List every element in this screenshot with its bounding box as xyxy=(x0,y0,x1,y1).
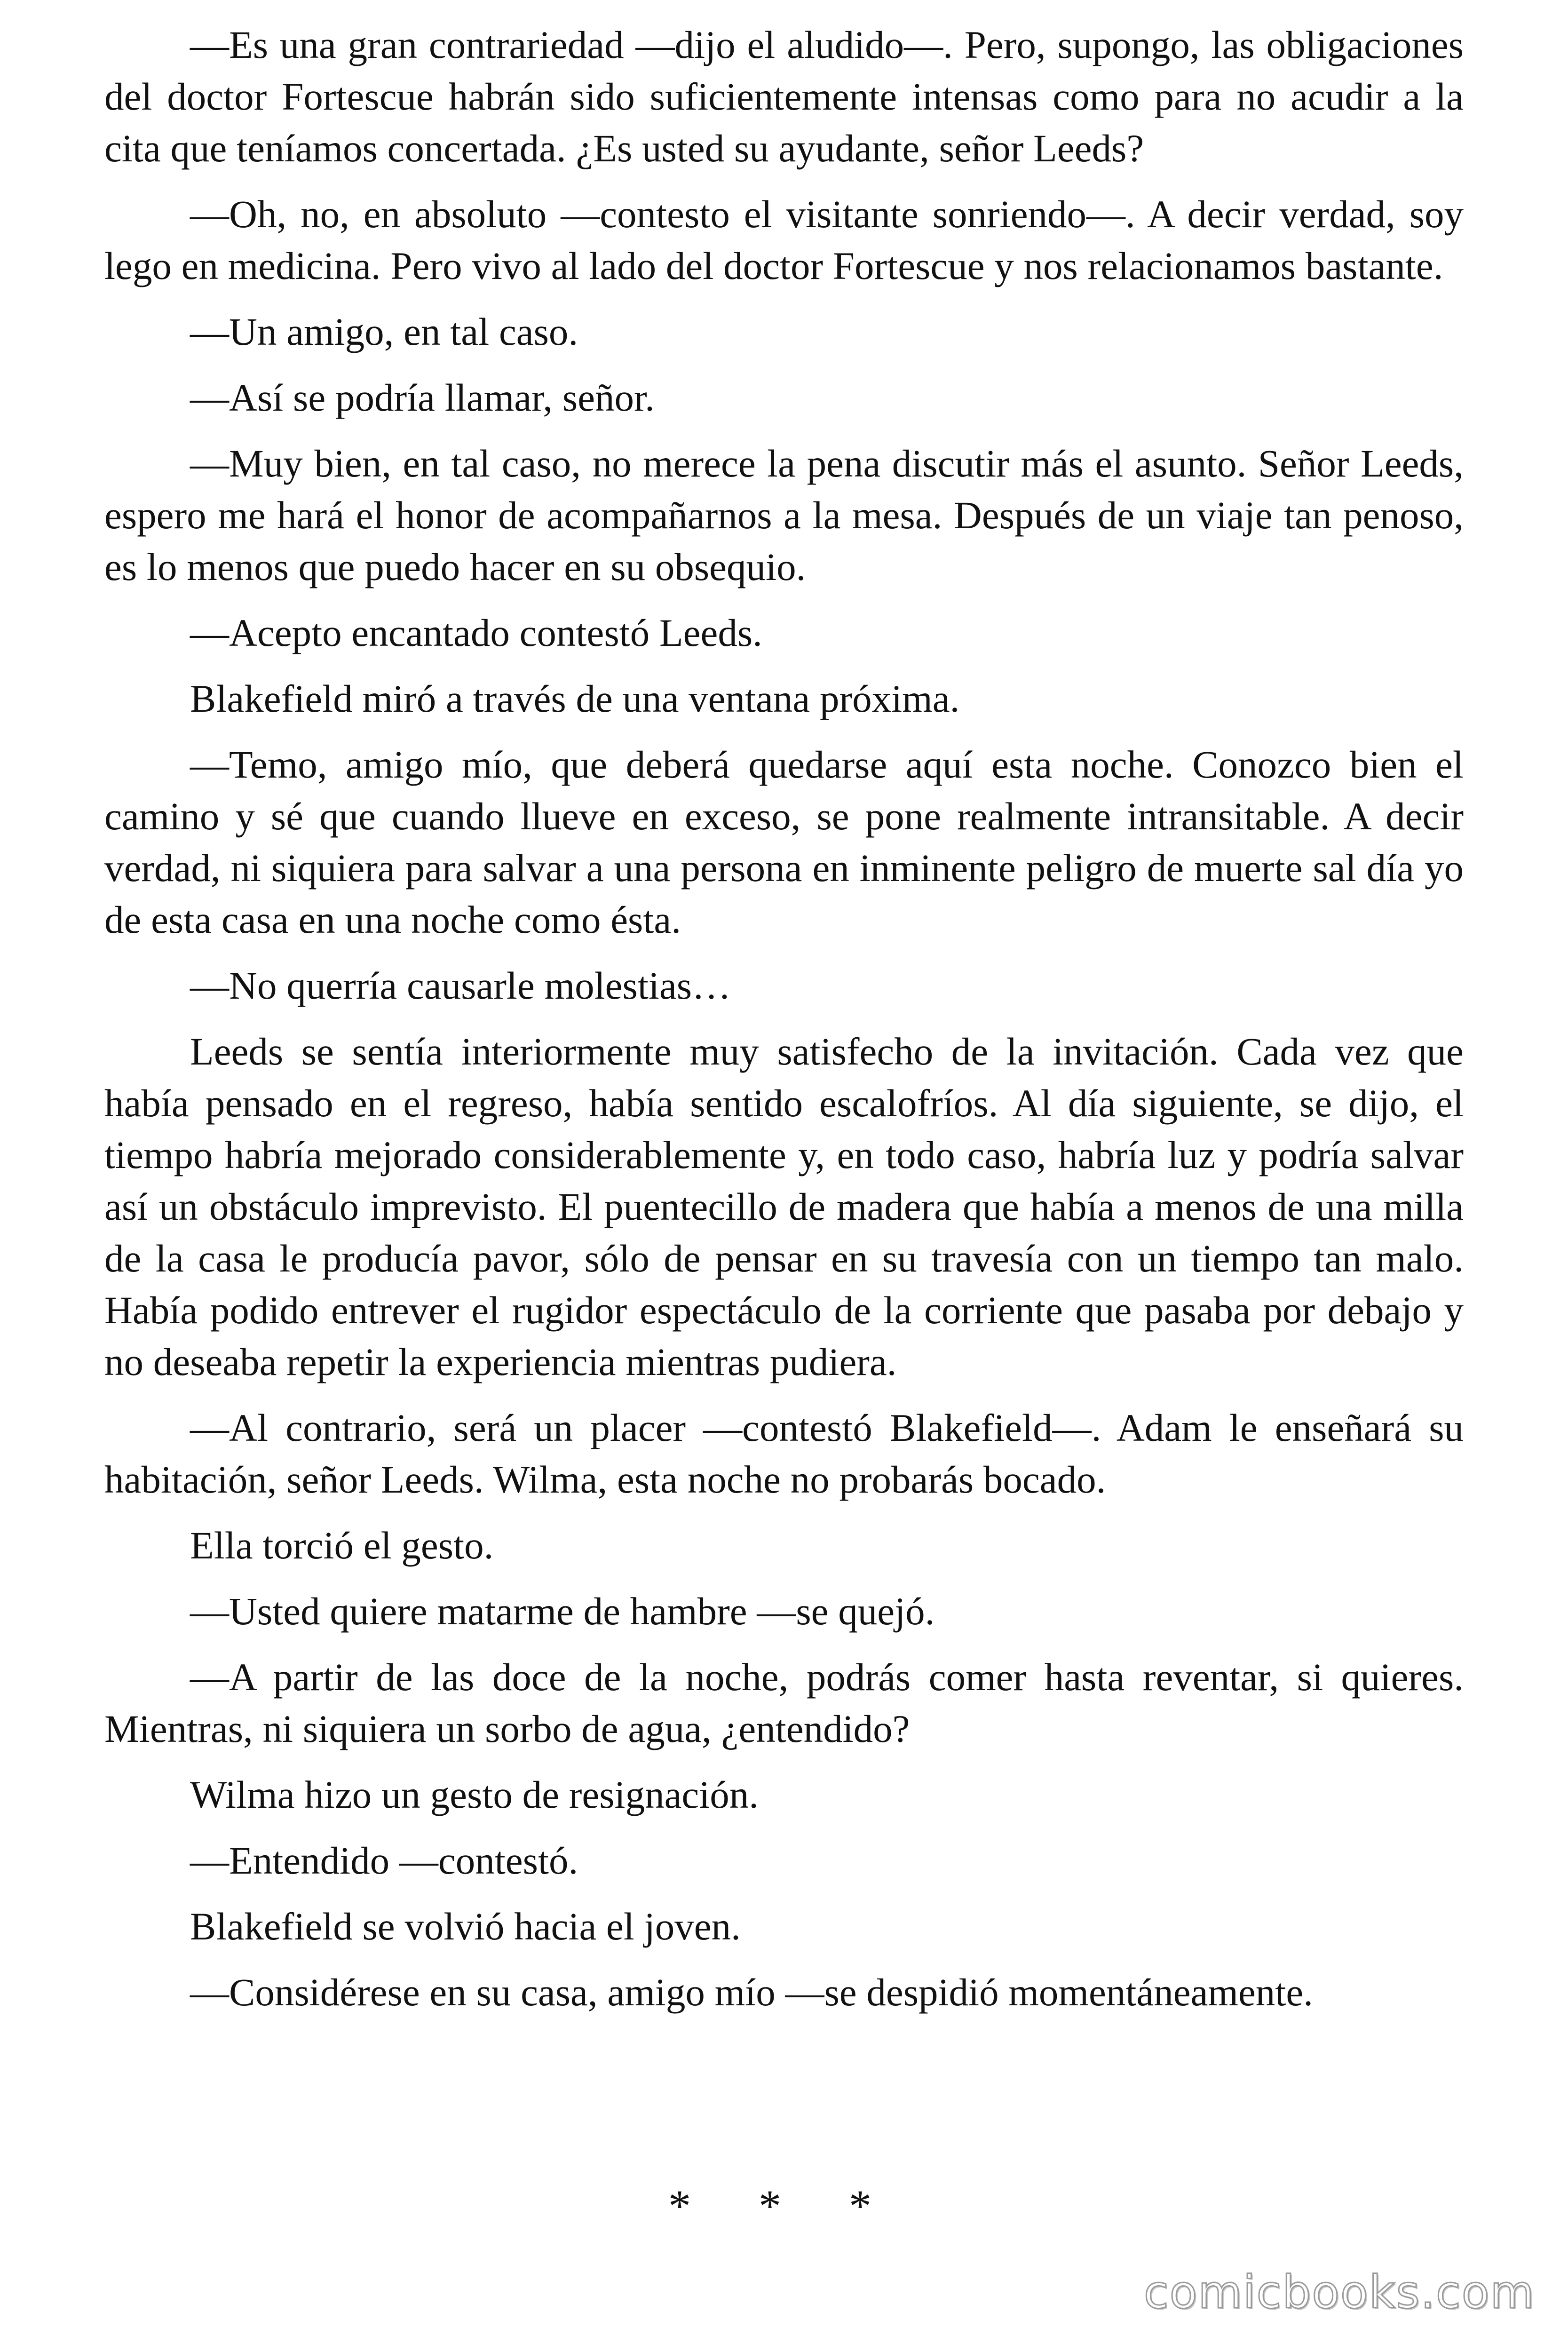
paragraph-4: —Así se podría llamar, señor. xyxy=(190,376,655,419)
paragraph-12: Ella torció el gesto. xyxy=(190,1524,494,1567)
paragraph-5: —Muy bien, en tal caso, no merece la pena discutir más el asunto. Señor Leeds, espero me hará el honor de acompañarnos a la mesa. Después de un viaje tan penoso, es lo menos que puedo hacer en su obsequio. xyxy=(104,442,1464,588)
paragraph-2: —Oh, no, en absoluto —contesto el visitante sonriendo—. A decir verdad, soy lego en medicina. Pero vivo al lado del doctor Fortescue y nos relacionamos bastante. xyxy=(104,192,1464,287)
document-page xyxy=(104,19,1464,2032)
paragraph-7: Blakefield miró a través de una ventana próxima. xyxy=(190,677,960,720)
paragraph-1: —Es una gran contrariedad —dijo el aludido—. Pero, supongo, las obligaciones del doctor Fortescue habrán sido suficientemente intensas como para no acudir a la cita que teníamos concertada. ¿Es usted su ayudante, señor Leeds? xyxy=(104,23,1464,170)
paragraph-17: Blakefield se volvió hacia el joven. xyxy=(190,1905,741,1948)
watermark-text: comicbooks.com xyxy=(1143,2266,1535,2319)
paragraph-15: Wilma hizo un gesto de resignación. xyxy=(190,1773,759,1816)
paragraph-18: —Considérese en su casa, amigo mío —se despidió momentáneamente. xyxy=(190,1971,1313,2014)
paragraph-14: —A partir de las doce de la noche, podrás comer hasta reventar, si quieres. Mientras, ni siquiera un sorbo de agua, ¿entendido? xyxy=(104,1655,1464,1750)
paragraph-6: —Acepto encantado contestó Leeds. xyxy=(190,611,762,654)
paragraph-16: —Entendido —contestó. xyxy=(190,1839,578,1882)
section-separator: * * * xyxy=(668,2181,900,2231)
paragraph-3: —Un amigo, en tal caso. xyxy=(190,310,578,353)
paragraph-9: —No querría causarle molestias… xyxy=(190,964,731,1007)
paragraph-13: —Usted quiere matarme de hambre —se quejó. xyxy=(190,1589,935,1633)
paragraph-8: —Temo, amigo mío, que deberá quedarse aquí esta noche. Conozco bien el camino y sé que cuando llueve en exceso, se pone realmente intransitable. A decir verdad, ni siquiera para salvar a una persona en inminente peligro de muerte sal día yo de esta casa en una noche como ésta. xyxy=(104,743,1464,941)
paragraph-10: Leeds se sentía interiormente muy satisfecho de la invitación. Cada vez que había pensado en el regreso, había sentido escalofríos. Al día siguiente, se dijo, el tiempo habría mejorado considerablemente y, en todo caso, habría luz y podría salvar así un obstáculo imprevisto. El puentecillo de madera que había a menos de una milla de la casa le producía pavor, sólo de pensar en su travesía con un tiempo tan malo. Había podido entrever el rugidor espectáculo de la corriente que pasaba por debajo y no deseaba repetir la experiencia mientras pudiera. xyxy=(104,1030,1464,1383)
paragraph-11: —Al contrario, será un placer —contestó Blakefield—. Adam le enseñará su habitación, señor Leeds. Wilma, esta noche no probarás bocado. xyxy=(104,1406,1464,1501)
